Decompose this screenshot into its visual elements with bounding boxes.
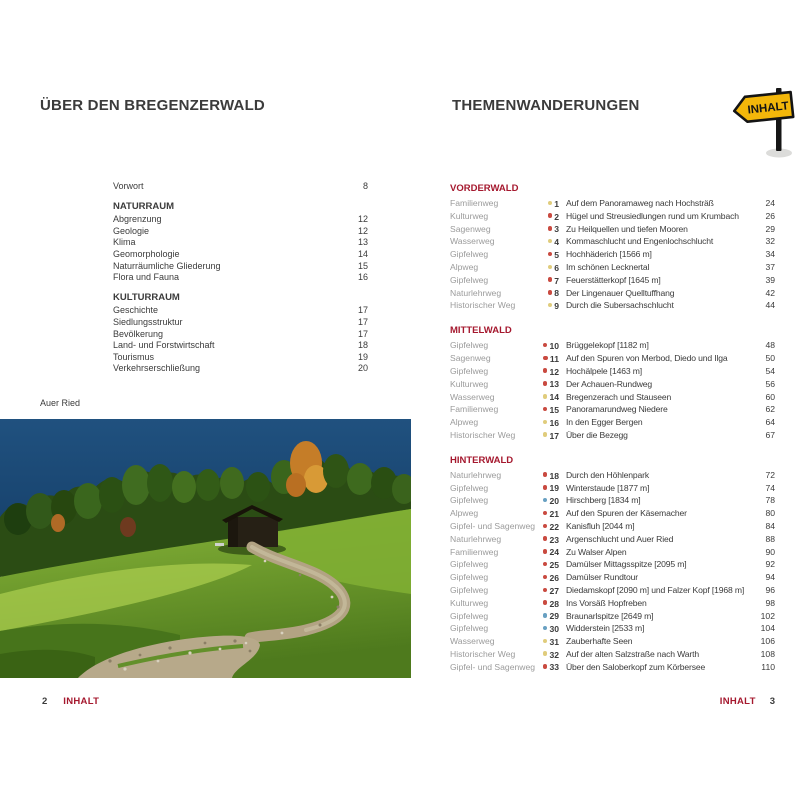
trail-row	[450, 391, 775, 404]
toc-item-label: Geschichte	[113, 305, 159, 316]
trail-title: Kommaschlucht und Engenlochschlucht	[566, 236, 714, 247]
trail-number-cell	[538, 287, 559, 299]
trail-page: 29	[765, 223, 775, 234]
trail-row	[450, 274, 775, 287]
trail-number: 29	[549, 611, 559, 622]
trail-category: Naturlehrweg	[450, 469, 502, 480]
trail-number-cell	[538, 572, 559, 584]
trail-number: 15	[549, 405, 559, 416]
toc-item	[113, 261, 368, 273]
difficulty-dot	[543, 343, 548, 348]
toc-item-label: Geologie	[113, 225, 150, 236]
trail-number: 27	[549, 585, 559, 596]
trail-page: 34	[765, 249, 775, 260]
trail-page: 98	[765, 597, 775, 608]
trail-number: 8	[554, 288, 559, 299]
toc-item-label: Vorwort	[113, 181, 144, 191]
trail-page: 102	[760, 610, 775, 621]
trail-page: 84	[765, 521, 775, 532]
trail-title: Argenschlucht und Auer Ried	[566, 533, 674, 544]
trail-number: 32	[549, 649, 559, 660]
trail-page: 37	[765, 262, 775, 273]
right-toc	[450, 183, 775, 674]
trail-page: 39	[765, 274, 775, 285]
trail-title: Braunarlspitze [2649 m]	[566, 610, 654, 621]
trail-category: Alpweg	[450, 417, 479, 428]
trail-number-cell	[538, 636, 559, 648]
left-page-title: ÜBER DEN BREGENZERWALD	[40, 97, 265, 114]
toc-section-heading: NATURRAUM	[113, 200, 175, 212]
trail-number-cell	[538, 378, 559, 390]
trail-title: Hügel und Streusiedlungen rund um Krumbach	[566, 210, 739, 221]
trail-title: Zauberhafte Seen	[566, 636, 633, 647]
trail-number: 6	[554, 262, 559, 273]
trail-category: Gipfelweg	[450, 249, 489, 260]
difficulty-dot	[543, 511, 548, 516]
trail-number-cell	[538, 262, 559, 274]
trail-page: 78	[765, 495, 775, 506]
difficulty-dot	[543, 639, 548, 644]
trail-row	[450, 648, 775, 661]
trail-page: 26	[765, 210, 775, 221]
trail-title: Zu Walser Alpen	[566, 546, 627, 557]
difficulty-dot	[543, 420, 548, 425]
trail-row	[450, 622, 775, 635]
toc-item-page: 18	[357, 340, 368, 351]
trail-title: Auf den Spuren von Merbod, Diedo und Ilga	[566, 353, 728, 364]
trail-number-cell	[538, 623, 559, 635]
left-toc	[113, 181, 368, 375]
trail-number-cell	[538, 470, 559, 482]
trail-number: 9	[554, 301, 559, 312]
trail-number-cell	[538, 649, 559, 661]
toc-item	[113, 305, 368, 317]
trail-number-cell	[538, 495, 559, 507]
toc-item	[113, 237, 368, 249]
trail-title: Über den Saloberkopf zum Körbersee	[566, 661, 706, 672]
trail-number: 28	[549, 598, 559, 609]
trail-number: 16	[549, 417, 559, 428]
trail-row	[450, 210, 775, 223]
trail-number: 19	[549, 483, 559, 494]
toc-item-page: 8	[362, 181, 368, 191]
trail-number: 12	[549, 366, 559, 377]
toc-item-page: 20	[357, 363, 368, 374]
toc-item-page: 13	[357, 237, 368, 248]
trail-category: Familienweg	[450, 546, 499, 557]
trail-section	[450, 183, 775, 312]
trail-number-cell	[538, 404, 559, 416]
toc-item	[113, 272, 368, 284]
trail-number: 18	[549, 470, 559, 481]
trail-page: 50	[765, 353, 775, 364]
trail-page: 48	[765, 340, 775, 351]
trail-category: Naturlehrweg	[450, 533, 502, 544]
toc-item	[113, 340, 368, 352]
toc-item-label: Flora und Fauna	[113, 272, 180, 283]
trail-category: Sagenweg	[450, 223, 491, 234]
trail-title: Panoramarundweg Niedere	[566, 404, 668, 415]
toc-item	[113, 329, 368, 341]
difficulty-dot	[543, 432, 548, 437]
trail-title: Diedamskopf [2090 m] und Falzer Kopf [1968 m]	[566, 585, 745, 595]
left-footer-label: INHALT	[63, 696, 100, 707]
trail-number: 14	[549, 392, 559, 403]
trail-category: Alpweg	[450, 262, 479, 273]
toc-item-label: Klima	[113, 237, 136, 248]
trail-row	[450, 378, 775, 391]
trail-page: 90	[765, 546, 775, 557]
trail-category: Gipfelweg	[450, 365, 489, 376]
toc-item-page: 17	[357, 316, 368, 327]
trail-category: Gipfel- und Sagenweg	[450, 521, 536, 532]
trail-row	[450, 635, 775, 648]
trail-category: Historischer Weg	[450, 648, 516, 659]
trail-number: 1	[554, 198, 559, 209]
trail-number: 17	[549, 430, 559, 441]
trail-category: Gipfelweg	[450, 623, 489, 634]
trail-number-cell	[538, 275, 559, 287]
trail-title: Hirschberg [1834 m]	[566, 495, 641, 506]
toc-item-label: Siedlungsstruktur	[113, 316, 183, 327]
toc-item-page: 12	[357, 214, 368, 225]
trail-number-cell	[538, 223, 559, 235]
trail-row	[450, 287, 775, 300]
signpost-label: INHALT	[747, 100, 790, 117]
trail-row	[450, 248, 775, 261]
trail-page: 64	[765, 417, 775, 428]
difficulty-dot	[543, 651, 548, 656]
difficulty-dot	[543, 407, 548, 412]
difficulty-dot	[543, 664, 548, 669]
right-page-title: THEMENWANDERUNGEN	[452, 97, 640, 114]
trail-title: Brüggelekopf [1182 m]	[566, 340, 649, 351]
trail-row	[450, 482, 775, 495]
difficulty-dot	[543, 575, 548, 580]
trail-number-cell	[538, 211, 559, 223]
trail-category: Wasserweg	[450, 636, 495, 647]
trail-number: 25	[549, 560, 559, 571]
trail-category: Gipfelweg	[450, 274, 489, 285]
trail-number-cell	[538, 236, 559, 248]
trail-number: 31	[549, 636, 559, 647]
difficulty-dot	[548, 303, 553, 308]
trail-title: Der Lingenauer Quelltuffhang	[566, 287, 675, 298]
toc-item-label: Verkehrserschließung	[113, 363, 201, 374]
trail-category: Gipfelweg	[450, 585, 489, 595]
trail-number-cell	[538, 482, 559, 494]
trail-page: 74	[765, 482, 775, 493]
trail-page: 24	[765, 198, 775, 209]
trail-number: 24	[549, 547, 559, 558]
trail-category: Gipfelweg	[450, 610, 489, 621]
right-footer-label: INHALT	[719, 696, 756, 707]
trail-number: 3	[554, 224, 559, 235]
trail-number-cell	[538, 249, 559, 261]
trail-category: Gipfelweg	[450, 572, 489, 583]
trail-number-cell	[538, 300, 559, 312]
trail-title: Im schönen Lecknertal	[566, 262, 650, 273]
trail-row	[450, 235, 775, 248]
difficulty-dot	[548, 226, 553, 231]
trail-section-heading: MITTELWALD	[450, 325, 512, 337]
trail-row	[450, 365, 775, 378]
difficulty-dot	[543, 356, 548, 361]
left-footer	[42, 696, 99, 707]
trail-row	[450, 197, 775, 210]
photo-auer-ried	[0, 419, 411, 678]
trail-page: 72	[765, 469, 775, 480]
trail-number-cell	[538, 534, 559, 546]
trail-category: Alpweg	[450, 508, 479, 519]
trail-number-cell	[538, 366, 559, 378]
trail-number-cell	[538, 430, 559, 442]
trail-title: Der Achauen-Rundweg	[566, 378, 653, 389]
trail-page: 92	[765, 559, 775, 570]
trail-number: 21	[549, 508, 559, 519]
trail-title: Kanisfluh [2044 m]	[566, 521, 635, 532]
difficulty-dot	[543, 626, 548, 631]
trail-number: 33	[549, 662, 559, 673]
trail-category: Naturlehrweg	[450, 287, 502, 298]
toc-item-label: Abgrenzung	[113, 214, 162, 225]
trail-title: Durch die Subersachschlucht	[566, 300, 674, 311]
trail-number-cell	[538, 610, 559, 622]
difficulty-dot	[543, 472, 548, 477]
trail-number: 20	[549, 496, 559, 507]
difficulty-dot	[543, 381, 548, 386]
trail-category: Wasserweg	[450, 391, 495, 402]
trail-page: 108	[760, 648, 775, 659]
trail-title: Damülser Rundtour	[566, 572, 638, 583]
trail-page: 94	[765, 572, 775, 583]
right-footer	[720, 696, 775, 707]
trail-title: Durch den Höhlenpark	[566, 469, 649, 480]
toc-item-label: Land- und Forstwirtschaft	[113, 340, 215, 351]
trail-number: 11	[549, 353, 559, 364]
difficulty-dot	[548, 290, 553, 295]
trail-page: 54	[765, 365, 775, 376]
trail-row	[450, 546, 775, 559]
trail-number: 4	[554, 237, 559, 248]
difficulty-dot	[548, 213, 553, 218]
trail-number: 22	[549, 521, 559, 532]
trail-number: 5	[554, 249, 559, 260]
trail-category: Kulturweg	[450, 378, 489, 389]
toc-item	[113, 317, 368, 329]
trail-page: 44	[765, 300, 775, 311]
trail-number-cell	[538, 508, 559, 520]
trail-row	[450, 261, 775, 274]
trail-number: 13	[549, 379, 559, 390]
difficulty-dot	[548, 239, 553, 244]
difficulty-dot	[548, 252, 553, 257]
difficulty-dot	[543, 600, 548, 605]
trail-title: Auf den Spuren der Käsemacher	[566, 508, 687, 519]
toc-item	[113, 352, 368, 364]
trail-category: Familienweg	[450, 198, 499, 209]
trail-row	[450, 597, 775, 610]
trail-row	[450, 661, 775, 674]
trail-title: Zu Heilquellen und tiefen Mooren	[566, 223, 688, 234]
toc-item	[113, 181, 368, 193]
toc-item-page: 17	[357, 305, 368, 316]
toc-item-page: 12	[357, 225, 368, 236]
trail-number-cell	[538, 340, 559, 352]
toc-item	[113, 214, 368, 226]
trail-page: 62	[765, 404, 775, 415]
trail-number-cell	[538, 661, 559, 673]
toc-item-page: 14	[357, 248, 368, 259]
trail-number: 2	[554, 211, 559, 222]
trail-category: Kulturweg	[450, 597, 489, 608]
trail-page: 110	[761, 661, 775, 672]
trail-category: Familienweg	[450, 404, 499, 415]
trail-page: 60	[765, 391, 775, 402]
inhalt-signpost-icon	[731, 85, 797, 161]
trail-number-cell	[538, 391, 559, 403]
trail-category: Sagenweg	[450, 353, 491, 364]
difficulty-dot	[543, 588, 548, 593]
trail-page: 32	[765, 236, 775, 247]
trail-number-cell	[538, 585, 559, 597]
trail-title: Hochhäderich [1566 m]	[566, 249, 652, 260]
trail-row	[450, 469, 775, 482]
left-page-number: 2	[42, 696, 48, 707]
trail-category: Historischer Weg	[450, 429, 516, 440]
trail-page: 42	[765, 287, 775, 298]
trail-page: 104	[760, 623, 775, 634]
difficulty-dot	[543, 536, 548, 541]
trail-page: 106	[760, 636, 775, 647]
toc-item-page: 16	[357, 272, 368, 283]
trail-section-heading: VORDERWALD	[450, 183, 519, 194]
trail-section	[450, 325, 775, 441]
trail-category: Gipfelweg	[450, 495, 489, 506]
difficulty-dot	[543, 524, 548, 529]
difficulty-dot	[548, 201, 553, 206]
trail-category: Gipfel- und Sagenweg	[450, 661, 536, 672]
trail-title: Bregenzerach und Stauseen	[566, 391, 672, 402]
trail-number: 23	[549, 534, 559, 545]
trail-row	[450, 610, 775, 623]
toc-item	[113, 226, 368, 238]
trail-category: Historischer Weg	[450, 300, 516, 311]
photo-caption: Auer Ried	[40, 398, 81, 408]
trail-row	[450, 558, 775, 571]
difficulty-dot	[543, 549, 548, 554]
trail-row	[450, 520, 775, 533]
toc-item	[113, 249, 368, 261]
difficulty-dot	[543, 498, 548, 503]
difficulty-dot	[543, 368, 548, 373]
trail-row	[450, 571, 775, 584]
trail-number: 26	[549, 572, 559, 583]
trail-page: 80	[765, 508, 775, 519]
trail-row	[450, 429, 775, 442]
trail-number-cell	[538, 559, 559, 571]
trail-number-cell	[538, 546, 559, 558]
difficulty-dot	[543, 613, 548, 618]
trail-title: Winterstaude [1877 m]	[566, 482, 650, 493]
trail-page: 56	[765, 378, 775, 389]
trail-category: Gipfelweg	[450, 559, 489, 570]
trail-page: 96	[765, 585, 775, 595]
toc-item-page: 19	[357, 351, 368, 362]
right-page-number: 3	[769, 696, 775, 707]
trail-category: Gipfelweg	[450, 482, 489, 493]
trail-row	[450, 223, 775, 236]
trail-row	[450, 339, 775, 352]
trail-title: Ins Vorsäß Hopfreben	[566, 597, 647, 608]
trail-row	[450, 416, 775, 429]
trail-page: 67	[765, 429, 775, 440]
trail-title: Über die Bezegg	[566, 429, 628, 440]
trail-row	[450, 533, 775, 546]
trail-row	[450, 352, 775, 365]
toc-item-label: Naturräumliche Gliederung	[113, 260, 221, 271]
trail-row	[450, 299, 775, 312]
trail-title: Auf der alten Salzstraße nach Warth	[566, 648, 699, 659]
difficulty-dot	[548, 265, 553, 270]
trail-number: 7	[554, 275, 559, 286]
trail-number: 30	[549, 624, 559, 635]
difficulty-dot	[543, 485, 548, 490]
difficulty-dot	[548, 277, 553, 282]
toc-item-label: Bevölkerung	[113, 328, 164, 339]
trail-number-cell	[538, 417, 559, 429]
trail-number-cell	[538, 198, 559, 210]
trail-category: Wasserweg	[450, 236, 495, 247]
toc-item-page: 15	[357, 260, 368, 271]
trail-number-cell	[538, 521, 559, 533]
trail-title: In den Egger Bergen	[566, 417, 643, 428]
toc-item-page: 17	[357, 328, 368, 339]
difficulty-dot	[543, 394, 548, 399]
toc-item	[113, 363, 368, 375]
toc-section-heading: KULTURRAUM	[113, 291, 180, 303]
trail-page: 88	[765, 533, 775, 544]
trail-category: Gipfelweg	[450, 340, 489, 351]
trail-row	[450, 494, 775, 507]
trail-category: Kulturweg	[450, 210, 489, 221]
difficulty-dot	[543, 562, 548, 567]
trail-number: 10	[549, 341, 559, 352]
trail-title: Auf dem Panoramaweg nach Hochsträß	[566, 198, 714, 209]
toc-item-label: Tourismus	[113, 351, 155, 362]
trail-title: Feuerstätterkopf [1645 m]	[566, 274, 661, 285]
toc-item-label: Geomorphologie	[113, 248, 180, 259]
trail-section-heading: HINTERWALD	[450, 454, 514, 466]
trail-title: Widderstein [2533 m]	[566, 623, 645, 634]
trail-row	[450, 403, 775, 416]
trail-number-cell	[538, 353, 559, 365]
trail-title: Hochälpele [1463 m]	[566, 365, 642, 376]
trail-row	[450, 584, 775, 597]
trail-section	[450, 455, 775, 674]
trail-row	[450, 507, 775, 520]
trail-number-cell	[538, 598, 559, 610]
trail-title: Damülser Mittagsspitze [2095 m]	[566, 559, 687, 570]
